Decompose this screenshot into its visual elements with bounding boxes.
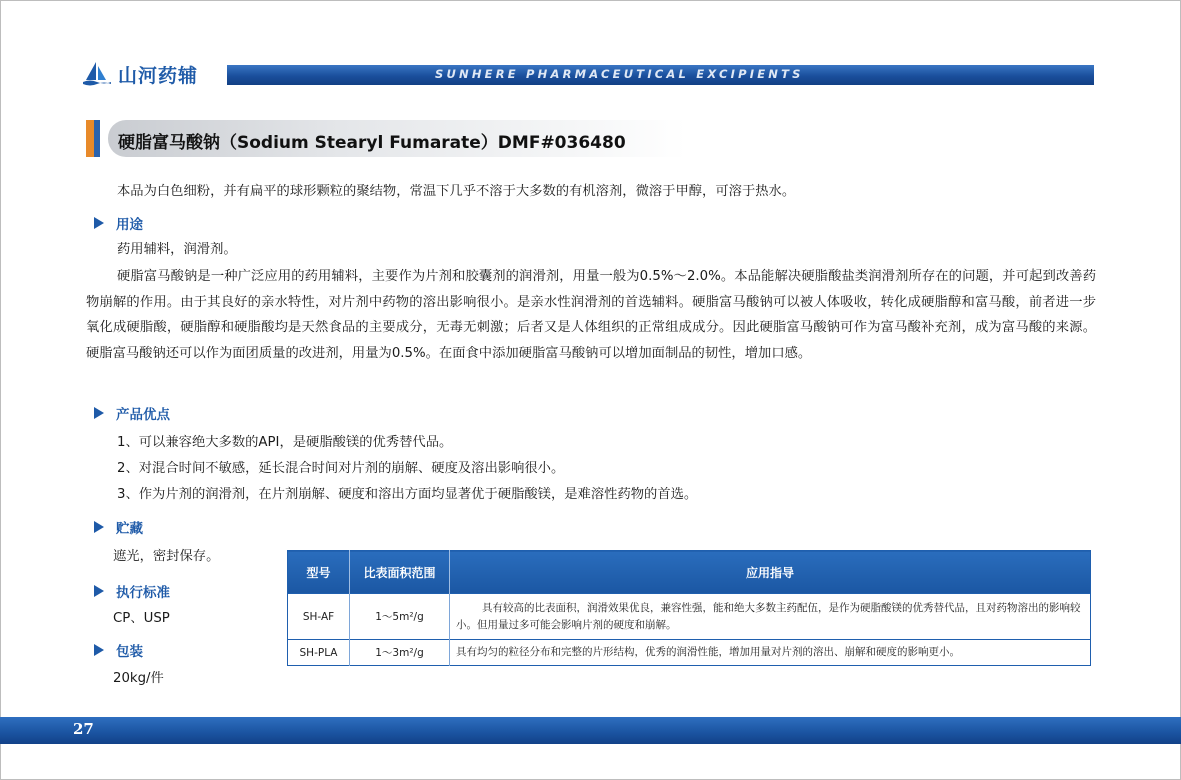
table-row	[288, 594, 1091, 640]
header-banner	[227, 65, 1094, 85]
table-header-row	[288, 551, 1091, 594]
table-row	[288, 640, 1091, 666]
triangle-bullet-icon	[94, 521, 104, 533]
triangle-bullet-icon	[94, 585, 104, 597]
cell-range: 1～5m²/g	[350, 594, 450, 640]
company-logo	[82, 58, 198, 90]
advantage-item: 1、可以兼容绝大多数的API，是硬脂酸镁的优秀替代品。	[117, 435, 453, 450]
section-storage-label: 贮藏	[116, 521, 143, 537]
cell-guide: 具有较高的比表面积，润滑效果优良，兼容性强，能和绝大多数主药配伍，是作为硬脂酸镁的优秀替代品，且对药物溶出的影响较小。但用量过多可能会影响片剂的硬度和崩解。	[450, 594, 1091, 640]
section-storage-heading	[94, 517, 143, 537]
usage-line: 药用辅料，润滑剂。	[117, 242, 237, 257]
triangle-bullet-icon	[94, 407, 104, 419]
storage-text: 遮光，密封保存。	[113, 549, 220, 564]
page-number: 27	[73, 720, 94, 738]
section-package-label: 包装	[116, 644, 143, 660]
triangle-bullet-icon	[94, 217, 104, 229]
section-package-heading	[94, 640, 143, 660]
advantage-item: 3、作为片剂的润滑剂，在片剂崩解、硬度和溶出方面均显著优于硬脂酸镁，是难溶性药物的首选。	[117, 487, 698, 502]
intro-text: 本品为白色细粉，并有扁平的球形颗粒的聚结物，常温下几乎不溶于大多数的有机溶剂，微溶于甲醇，可溶于热水。	[117, 184, 796, 199]
cell-guide: 具有均匀的粒径分布和完整的片形结构，优秀的润滑性能，增加用量对片剂的溶出、崩解和硬度的影响更小。	[450, 640, 1091, 666]
header-model: 型号	[288, 551, 350, 594]
cell-model: SH-AF	[288, 594, 350, 640]
package-text: 20kg/件	[113, 671, 164, 686]
usage-paragraph: 硬脂富马酸钠是一种广泛应用的药用辅料，主要作为片剂和胶囊剂的润滑剂，用量一般为0.5%～2.0%。本品能解决硬脂酸盐类润滑剂所存在的问题，并可起到改善药物崩解的作用。由于其良好的亲水特性，对片剂中药物的溶出影响很小。是亲水性润滑剂的首选辅料。硬脂富马酸钠可以被人体吸收，转化成硬脂醇和富马酸，前者进一步氧化成硬脂酸，硬脂醇和硬脂酸均是天然食品的主要成分，无毒无刺激；后者又是人体组织的正常组成成分。因此硬脂富马酸钠可作为富马酸补充剂，成为富马酸的来源。硬脂富马酸钠还可以作为面团质量的改进剂，用量为0.5%。在面食中添加硬脂富马酸钠可以增加面制品的韧性，增加口感。	[86, 269, 1096, 361]
cell-model: SH-PLA	[288, 640, 350, 666]
section-usage-label: 用途	[116, 217, 143, 233]
logo-text: 山河药辅	[118, 64, 199, 87]
cell-range: 1～3m²/g	[350, 640, 450, 666]
section-standard-heading	[94, 581, 170, 601]
section-advantages-heading	[94, 403, 170, 423]
section-usage-heading	[94, 213, 143, 233]
section-advantages-label: 产品优点	[116, 407, 170, 423]
advantage-item: 2、对混合时间不敏感，延长混合时间对片剂的崩解、硬度及溶出影响很小。	[117, 461, 565, 476]
banner-text: SUNHERE PHARMACEUTICAL EXCIPIENTS	[435, 67, 804, 81]
header-guide: 应用指导	[450, 551, 1091, 594]
section-standard-label: 执行标准	[116, 585, 170, 601]
header-surface-area: 比表面积范围	[350, 551, 450, 594]
title-accent-orange	[86, 120, 94, 157]
standard-text: CP、USP	[113, 611, 170, 626]
spec-table	[287, 550, 1091, 666]
triangle-bullet-icon	[94, 644, 104, 656]
sail-logo-icon	[82, 60, 112, 88]
footer-bar	[0, 717, 1181, 744]
page-title: 硬脂富马酸钠（Sodium Stearyl Fumarate）DMF#036480	[118, 133, 626, 153]
title-accent-blue	[94, 120, 100, 157]
